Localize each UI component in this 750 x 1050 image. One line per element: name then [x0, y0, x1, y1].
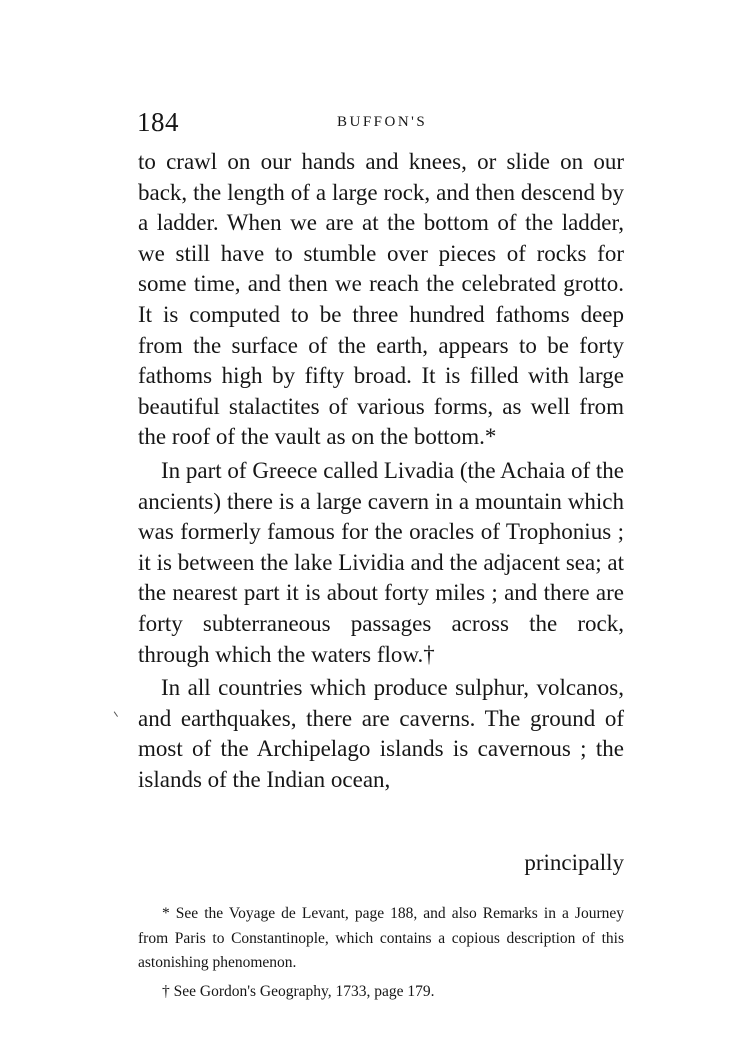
paragraph-caverns: In all countries which produce sulphur, volcanos, and earthquakes, there are caverns. The ground of most of the Archipelago islands is cavernous ; the islands of the Indian ocean,	[138, 675, 624, 792]
catchword: principally	[524, 850, 624, 875]
footnote-voyage-de-levant: * See the Voyage de Levant, page 188, and also Remarks in a Journey from Paris to Constantinople, which contains a copious description of this astonishing phenomenon.	[138, 905, 624, 971]
page-header	[137, 106, 625, 138]
running-head: BUFFON'S	[337, 114, 428, 130]
footnote-gordon-geography: † See Gordon's Geography, 1733, page 179.	[162, 982, 435, 1000]
footnotes	[138, 902, 624, 1004]
paragraph-grotto: to crawl on our hands and knees, or slide on our back, the length of a large rock, and then descend by a ladder. When we are at the bottom of the ladder, we still have to stumble over pieces of rocks for some time, and then we reach the celebrated grotto. It is computed to be three hundred fathoms deep from the surface of the earth, appears to be forty fathoms high by fifty broad. It is filled with large beautiful stalactites of various forms, as well from the roof of the vault as on the bottom.*	[138, 149, 624, 450]
page-number: 184	[137, 107, 179, 137]
stray-ink-mark	[114, 709, 122, 717]
paragraph-livadia: In part of Greece called Livadia (the Achaia of the ancients) there is a large cavern in a mountain which was formerly famous for the oracles of Trophonius ; it is between the lake Lividia and the adjacent sea; at the nearest part it is about forty miles ; and there are forty subterraneous passages across the rock, through which the waters flow.†	[138, 457, 624, 667]
body-text	[138, 147, 624, 795]
